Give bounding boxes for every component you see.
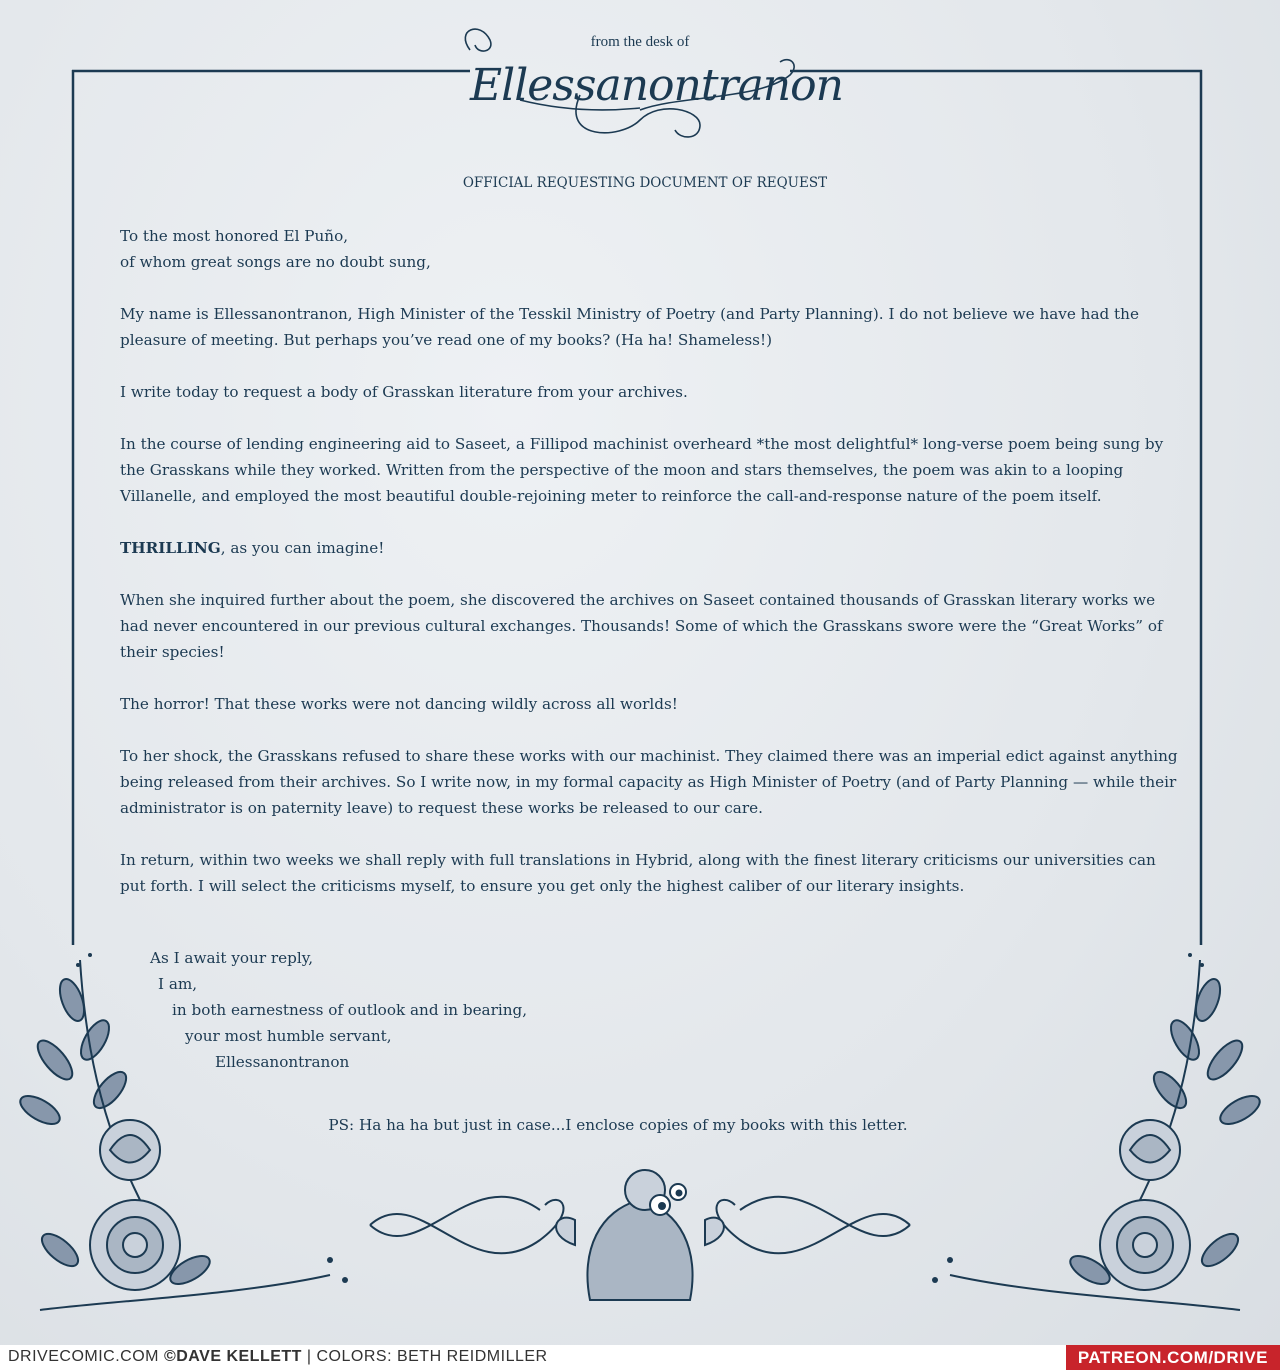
salutation-line-1: To the most honored El Puño, bbox=[120, 227, 349, 245]
closing-line-2: I am, bbox=[158, 975, 198, 993]
salutation-line-2: of whom great songs are no doubt sung, bbox=[120, 253, 431, 271]
paragraph-request: I write today to request a body of Grasskan literature from your archives. bbox=[120, 383, 688, 401]
footer-credits bbox=[8, 1348, 548, 1366]
thrilling-rest: , as you can imagine! bbox=[220, 539, 385, 557]
from-desk-line: from the desk of bbox=[590, 34, 690, 50]
paragraph-refusal: To her shock, the Grasskans refused to share these works with our machinist. They claimed there was an imperial edict against anything being released from their archives. So I write now, in my formal capacity as High Minister of Poetry (and of Party Planning — while their administrator is on paternity leave) to request these works be released to our care. bbox=[120, 747, 1178, 817]
paragraph-archives: When she inquired further about the poem, she discovered the archives on Saseet contained thousands of Grasskan literary works we had never encountered in our previous cultural exchanges. Thousands! Some of which the Grasskans swore were the “Great Works” of their species! bbox=[120, 591, 1163, 661]
patreon-link[interactable]: PATREON.COM/DRIVE bbox=[1066, 1345, 1280, 1370]
postscript: PS: Ha ha ha but just in case...I enclose copies of my books with this letter. bbox=[328, 1116, 908, 1134]
footer-copyright: ©DAVE KELLETT bbox=[163, 1348, 302, 1365]
creature-illustration bbox=[556, 1170, 724, 1300]
paragraph-horror: The horror! That these works were not dancing wildly across all worlds! bbox=[120, 695, 678, 713]
salutation bbox=[120, 223, 1180, 275]
letter-closing bbox=[150, 945, 527, 1075]
document-title: OFFICIAL REQUESTING DOCUMENT OF REQUEST bbox=[462, 175, 828, 191]
footer-bar bbox=[0, 1345, 1280, 1370]
footer-site-link[interactable]: DRIVECOMIC.COM bbox=[8, 1348, 164, 1365]
closing-signature: Ellessanontranon bbox=[215, 1053, 350, 1071]
footer-colors-credit: | COLORS: BETH REIDMILLER bbox=[301, 1348, 548, 1365]
letterhead-signature: Ellessanontranon bbox=[470, 60, 843, 111]
letterhead bbox=[440, 18, 843, 168]
closing-line-4: your most humble servant, bbox=[185, 1027, 392, 1045]
closing-line-3: in both earnestness of outlook and in bearing, bbox=[172, 1001, 528, 1019]
paragraph-offer: In return, within two weeks we shall reply with full translations in Hybrid, along with the finest literary criticisms our universities can put forth. I will select the criticisms myself, to ensure you get only the highest caliber of our literary insights. bbox=[120, 851, 1156, 895]
paragraph-intro: My name is Ellessanontranon, High Minister of the Tesskil Ministry of Poetry (and Party Planning). I do not believe we have had the pleasure of meeting. But perhaps you’ve read one of my books? (Ha ha! Shameless!) bbox=[120, 305, 1139, 349]
closing-line-1: As I await your reply, bbox=[150, 949, 314, 967]
thrilling-bold: THRILLING bbox=[120, 539, 221, 557]
letter-body bbox=[120, 223, 1180, 925]
paragraph-poem: In the course of lending engineering aid to Saseet, a Fillipod machinist overheard *the most delightful* long-verse poem being sung by the Grasskans while they worked. Written from the perspective of the moon and stars themselves, the poem was akin to a looping Villanelle, and employed the most beautiful double-rejoining meter to reinforce the call-and-response nature of the poem itself. bbox=[120, 435, 1164, 505]
paragraph-thrilling bbox=[120, 535, 1180, 561]
